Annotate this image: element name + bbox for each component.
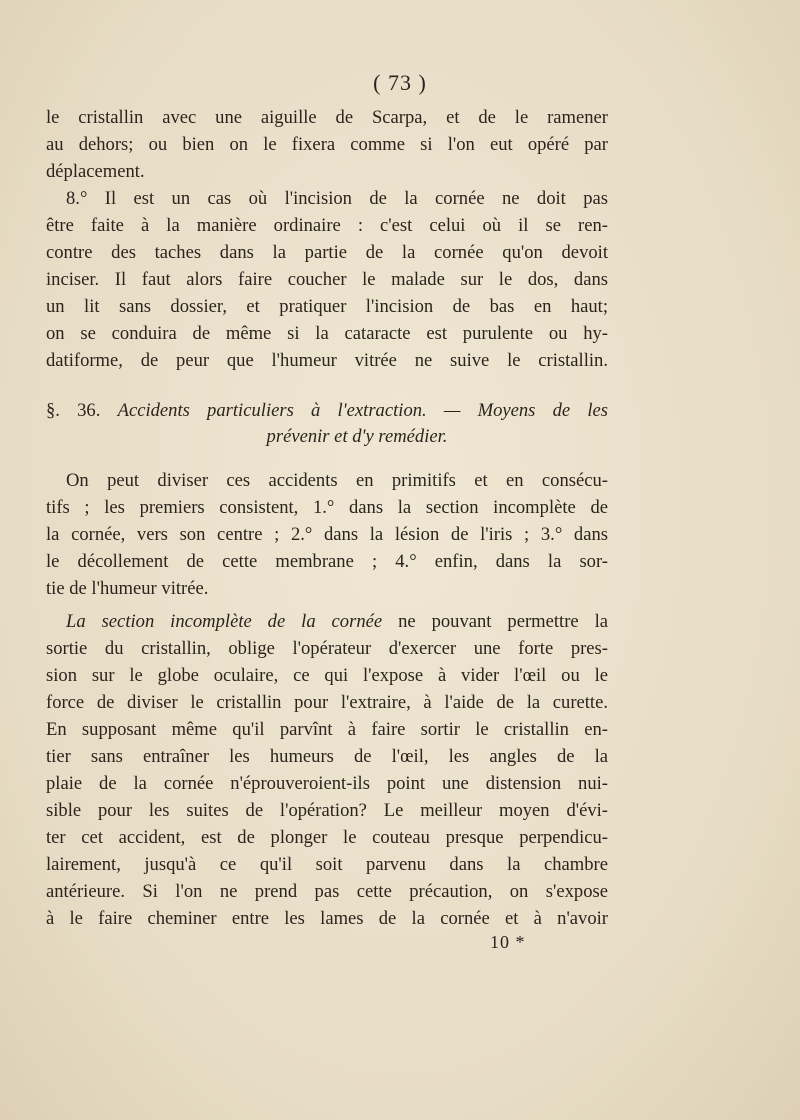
text-line: En supposant même qu'il parvînt à faire sortir le cristallin en-: [46, 719, 608, 740]
text-line: sible pour les suites de l'opération? Le meilleur moyen d'évi-: [46, 800, 608, 821]
text-line: le décollement de cette membrane ; 4.° enfin, dans la sor-: [46, 551, 608, 572]
text-line: tie de l'humeur vitrée.: [46, 578, 209, 599]
text-line: être faite à la manière ordinaire : c'est celui où il se ren-: [46, 215, 608, 236]
text-line: déplacement.: [46, 161, 145, 182]
text-line: la cornée, vers son centre ; 2.° dans la lésion de l'iris ; 3.° dans: [46, 524, 608, 545]
text-line: contre des taches dans la partie de la cornée qu'on devoit: [46, 242, 608, 263]
text-line: ter cet accident, est de plonger le couteau presque perpendicu-: [46, 827, 608, 848]
text-line: au dehors; ou bien on le fixera comme si l'on eut opéré par: [46, 134, 608, 155]
text-line: tifs ; les premiers consistent, 1.° dans la section incomplète de: [46, 497, 608, 518]
text-line: force de diviser le cristallin pour l'extraire, à l'aide de la curette.: [46, 692, 608, 713]
lead-rest: ne pouvant permettre la: [382, 611, 608, 632]
paragraph-accidents: [46, 467, 608, 602]
text-line: On peut diviser ces accidents en primitifs et en consécu-: [66, 470, 608, 491]
heading-title: Accidents particuliers à l'extraction. — Moyens de les: [117, 400, 609, 421]
italic-lead: La section incomplète de la cornée: [66, 611, 383, 632]
text-line: [46, 608, 608, 635]
text-line: datiforme, de peur que l'humeur vitrée ne suive le cristallin.: [46, 350, 608, 371]
text-line: plaie de la cornée n'éprouveroient-ils point une distension nui-: [46, 773, 608, 794]
section-number: §. 36.: [46, 400, 101, 421]
text-line: lairement, jusqu'à ce qu'il soit parvenu dans la chambre: [46, 854, 608, 875]
paragraph-section-incomplete: [46, 608, 608, 932]
heading-line-1: [46, 398, 608, 424]
text-line: 8.° Il est un cas où l'incision de la cornée ne doit pas: [66, 188, 608, 209]
text-line: le cristallin avec une aiguille de Scarpa, et de le ramener: [46, 107, 608, 128]
text-line: antérieure. Si l'on ne prend pas cette précaution, on s'expose: [46, 881, 608, 902]
paragraph-continued: [46, 104, 608, 374]
heading-line-2: prévenir et d'y remédier.: [266, 426, 448, 447]
page-number: ( 73 ): [373, 70, 427, 95]
text-line: sortie du cristallin, oblige l'opérateur d'exercer une forte pres-: [46, 638, 608, 659]
section-heading: [46, 398, 608, 450]
text-line: un lit sans dossier, et pratiquer l'incision de bas en haut;: [46, 296, 608, 317]
signature-mark: 10 *: [490, 932, 526, 952]
text-line: on se conduira de même si la cataracte est purulente ou hy-: [46, 323, 608, 344]
text-line: tier sans entraîner les humeurs de l'œil, les angles de la: [46, 746, 608, 767]
text-line: inciser. Il faut alors faire coucher le malade sur le dos, dans: [46, 269, 608, 290]
text-line: sion sur le globe oculaire, ce qui l'expose à vider l'œil ou le: [46, 665, 608, 686]
text-line: à le faire cheminer entre les lames de la cornée et à n'avoir: [46, 908, 608, 929]
